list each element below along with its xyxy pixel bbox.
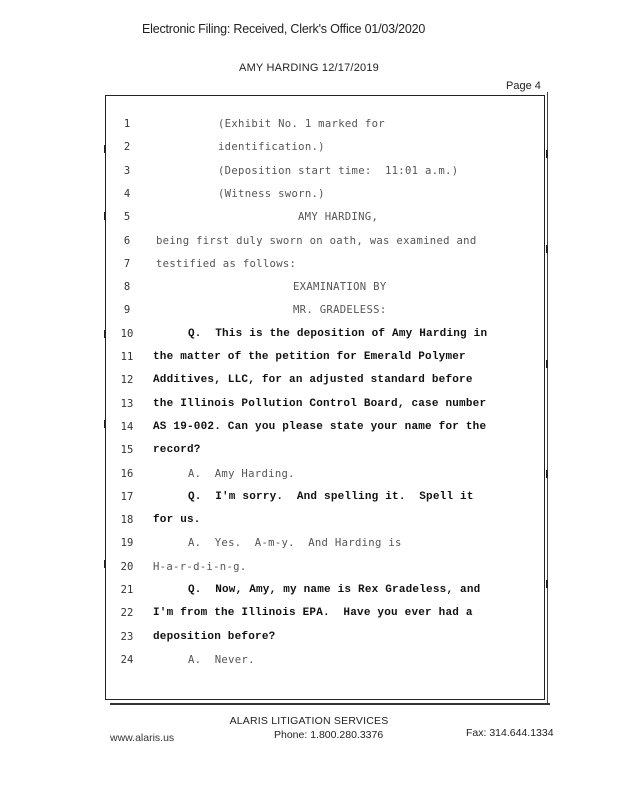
line-number: 14	[120, 420, 134, 433]
transcript-line	[108, 491, 538, 511]
line-number: 19	[120, 537, 134, 550]
frame-tick-mark	[546, 470, 548, 478]
transcript-line	[108, 211, 538, 231]
transcript-line	[108, 654, 538, 674]
transcript-line	[108, 561, 538, 581]
transcript-line	[108, 258, 538, 278]
line-number: 4	[123, 187, 131, 200]
line-text: A. Never.	[188, 653, 255, 666]
line-number: 22	[120, 607, 134, 620]
line-number: 24	[120, 653, 134, 666]
line-text: A. Yes. A-m-y. And Harding is	[188, 537, 402, 550]
line-text: identification.)	[218, 141, 325, 154]
transcript-line	[108, 328, 538, 348]
transcript-line	[108, 607, 538, 627]
line-text: being first duly sworn on oath, was examined and	[156, 234, 477, 247]
line-text: (Exhibit No. 1 marked for	[218, 118, 385, 130]
transcript-line	[108, 444, 538, 464]
line-text: Q. This is the deposition of Amy Harding in	[188, 327, 488, 340]
line-text: record?	[153, 444, 201, 457]
transcript-line	[108, 188, 538, 208]
transcript-line	[108, 584, 538, 604]
line-text: Q. I'm sorry. And spelling it. Spell it	[188, 490, 474, 503]
frame-tick-mark	[104, 145, 106, 153]
footer-service-name: ALARIS LITIGATION SERVICES	[229, 715, 389, 727]
transcript-line	[108, 631, 538, 651]
line-number: 8	[123, 281, 131, 294]
transcript-line	[108, 141, 538, 161]
line-text: the matter of the petition for Emerald Polymer	[153, 351, 466, 363]
transcript-line	[108, 421, 538, 441]
frame-tick-mark	[104, 420, 106, 428]
line-text: for us.	[153, 514, 201, 527]
transcript-line	[108, 351, 538, 371]
transcript-line	[108, 235, 538, 255]
transcript-line	[108, 398, 538, 418]
frame-right-rule	[547, 92, 548, 704]
transcript-line	[108, 374, 538, 394]
line-text: the Illinois Pollution Control Board, case number	[153, 397, 487, 410]
line-text: AMY HARDING,	[298, 211, 379, 224]
line-number: 20	[120, 560, 134, 573]
line-number: 2	[123, 141, 131, 154]
line-text: A. Amy Harding.	[188, 467, 295, 480]
page-number: Page 4	[506, 80, 541, 92]
line-number: 11	[120, 351, 134, 363]
frame-tick-mark	[546, 360, 548, 368]
line-number: 21	[120, 584, 134, 596]
transcript-line	[108, 304, 538, 324]
line-number: 16	[120, 467, 134, 480]
line-number: 10	[120, 327, 134, 340]
line-number: 18	[120, 514, 134, 527]
footer-phone: Phone: 1.800.280.3376	[274, 729, 384, 741]
frame-tick-mark	[546, 245, 548, 253]
frame-bottom-shadow	[110, 703, 550, 705]
footer-website: www.alaris.us	[110, 732, 175, 744]
line-number: 9	[123, 304, 131, 317]
line-number: 7	[123, 257, 131, 270]
line-number: 6	[123, 234, 131, 247]
line-number: 5	[123, 211, 131, 224]
line-text: deposition before?	[153, 630, 276, 643]
transcript-line	[108, 537, 538, 557]
frame-tick-mark	[546, 150, 548, 158]
line-text: H-a-r-d-i-n-g.	[153, 560, 247, 573]
filing-stamp: Electronic Filing: Received, Clerk's Office 01/03/2020	[142, 22, 426, 36]
transcript-line	[108, 281, 538, 301]
line-text: I'm from the Illinois EPA. Have you ever had a	[153, 607, 473, 620]
line-text: (Deposition start time: 11:01 a.m.)	[218, 164, 459, 177]
frame-tick-mark	[104, 330, 106, 338]
line-number: 23	[120, 630, 134, 643]
frame-tick-mark	[546, 580, 548, 588]
line-text: Additives, LLC, for an adjusted standard before	[153, 374, 473, 387]
line-text: EXAMINATION BY	[293, 281, 387, 294]
line-number: 12	[120, 374, 134, 387]
deposition-caption: AMY HARDING 12/17/2019	[239, 62, 379, 74]
transcript-line	[108, 514, 538, 534]
frame-tick-mark	[104, 212, 106, 220]
transcript-line	[108, 118, 538, 138]
transcript-line	[108, 468, 538, 488]
transcript-line	[108, 165, 538, 185]
line-number: 17	[120, 490, 134, 503]
line-number: 3	[123, 164, 131, 177]
frame-tick-mark	[104, 560, 106, 568]
line-number: 15	[120, 444, 134, 457]
line-text: Q. Now, Amy, my name is Rex Gradeless, and	[188, 584, 481, 596]
line-text: MR. GRADELESS:	[293, 304, 387, 317]
line-text: testified as follows:	[156, 257, 297, 270]
line-number: 13	[120, 397, 134, 410]
line-number: 1	[123, 118, 131, 130]
footer-fax: Fax: 314.644.1334	[466, 727, 554, 739]
line-text: (Witness sworn.)	[218, 187, 325, 200]
line-text: AS 19-002. Can you please state your name for the	[153, 420, 487, 433]
